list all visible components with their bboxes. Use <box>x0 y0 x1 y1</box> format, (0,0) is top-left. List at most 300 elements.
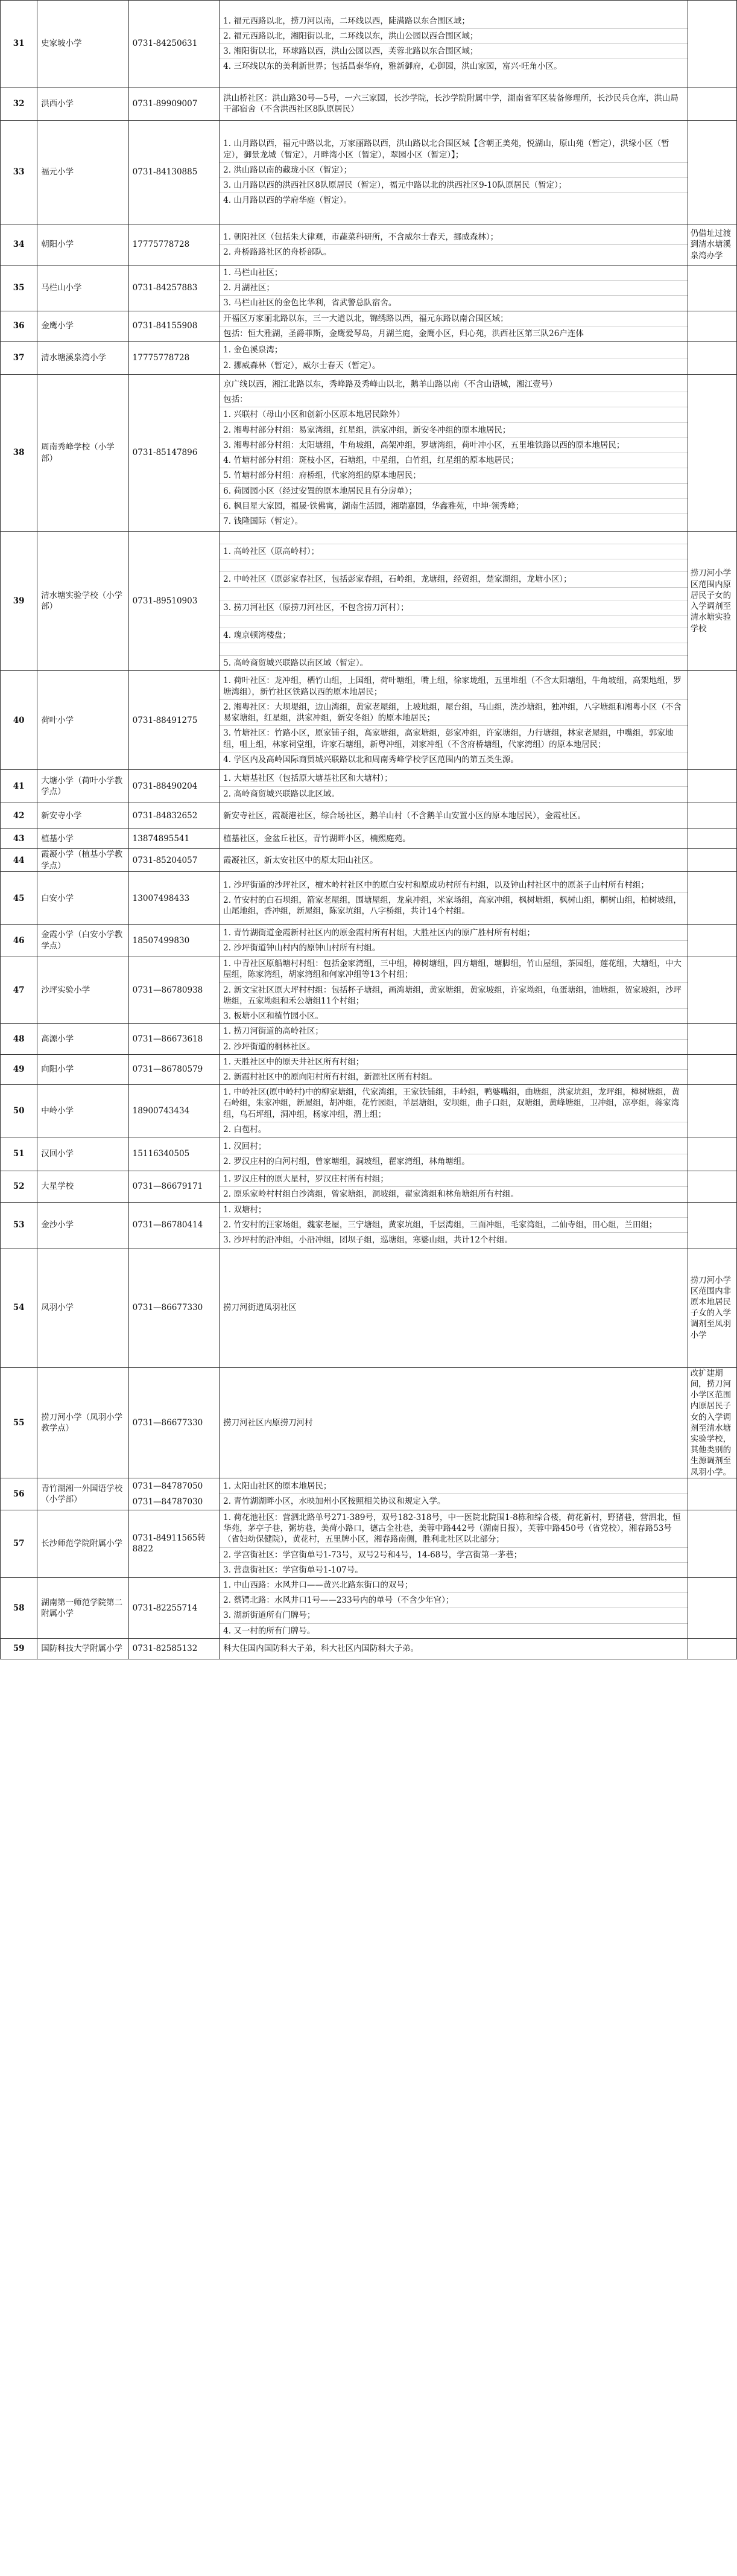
remark-cell <box>688 828 736 849</box>
phone-number: 0731—86780938 <box>132 985 203 995</box>
area-line: 3. 沙坪村的沿冲组，小沿冲组，团坝子组，巡塘组，寒婆山组，共计12个村组。 <box>223 1235 513 1245</box>
table-row <box>1 770 737 803</box>
school-name: 汉回小学 <box>37 1137 128 1171</box>
remark-cell: 仍借址过渡到清水塘溪泉湾办学 <box>688 224 736 266</box>
enrollment-area-lines <box>220 1203 688 1248</box>
area-line: 2. 竹安村的白石坝组，箭家老屋组，围塘屋组，龙泉冲组，米家场组，高家冲组，枫树塘组，枫树山组，桐树山组，柏树坡组，山尾地组，香冲组，新屋组，陈家坑组，八字桥组，共计14个村组。 <box>223 895 682 917</box>
enrollment-area-lines <box>220 311 688 341</box>
table-row <box>1 925 737 956</box>
enrollment-area-lines <box>220 1479 688 1509</box>
enrollment-area-lines <box>220 673 688 767</box>
row-number: 58 <box>1 1577 37 1638</box>
phone-cell <box>128 671 219 770</box>
enrollment-area-cell <box>220 1478 688 1510</box>
school-name: 霞凝小学（植基小学教学点） <box>37 849 128 872</box>
enrollment-area-cell <box>220 1085 688 1137</box>
row-number: 45 <box>1 872 37 925</box>
phone-cell <box>128 925 219 956</box>
table-row <box>1 1 737 87</box>
area-line: 3. 马栏山社区的金色比华利，省武警总队宿舍。 <box>223 298 397 308</box>
school-name: 金霞小学（白安小学教学点） <box>37 925 128 956</box>
area-line: 1. 马栏山社区； <box>220 266 688 281</box>
phone-cell <box>128 803 219 828</box>
enrollment-area-lines <box>220 343 688 372</box>
school-name: 清水塘实验学校（小学部） <box>37 532 128 671</box>
row-number: 38 <box>1 375 37 532</box>
phone-cell <box>128 849 219 872</box>
school-name: 植基小学 <box>37 828 128 849</box>
enrollment-area-lines <box>220 809 688 823</box>
table-row <box>1 671 737 770</box>
table-row <box>1 1137 737 1171</box>
phone-cell <box>128 1478 219 1510</box>
phone-number: 0731-85147896 <box>132 448 198 458</box>
enrollment-area-lines <box>220 1510 688 1577</box>
row-number: 51 <box>1 1137 37 1171</box>
enrollment-area-lines <box>220 230 688 259</box>
table-row <box>1 375 737 532</box>
area-line: 1. 朝阳社区（包括朱大律观，市蔬菜科研所，不含威尔士春天，挪威森林）； <box>220 230 688 245</box>
enrollment-area-cell <box>220 87 688 121</box>
phone-number: 17775778728 <box>132 352 190 363</box>
enrollment-area-lines <box>220 926 688 955</box>
area-line: 1. 山月路以西，福元中路以北，万家丽路以西，洪山路以北合围区域【含朝正美苑，悦湖山，原山苑（暂定），洪缘小区（暂定），御景龙城（暂定），月畔湾小区（暂定），翠园小区（暂定）】； <box>220 136 688 162</box>
area-line: 开福区万家丽北路以东，三一大道以北，锦绣路以西，福元东路以南合围区域； <box>220 311 688 326</box>
row-number: 36 <box>1 311 37 341</box>
enrollment-area-lines <box>220 136 688 208</box>
phone-number: 0731-84257883 <box>132 283 198 293</box>
school-name: 福元小学 <box>37 121 128 224</box>
area-line <box>220 559 688 572</box>
school-name: 向阳小学 <box>37 1054 128 1084</box>
enrollment-area-cell <box>220 1248 688 1367</box>
enrollment-area-lines <box>220 956 688 1023</box>
enrollment-area-cell <box>220 803 688 828</box>
area-line: 1. 高岭社区（原高岭村）； <box>220 544 688 559</box>
enrollment-area-lines <box>220 1300 688 1315</box>
school-name: 中岭小学 <box>37 1085 128 1137</box>
school-name: 荷叶小学 <box>37 671 128 770</box>
enrollment-area-lines <box>220 1085 688 1137</box>
enrollment-area-cell <box>220 1638 688 1659</box>
area-line: 包括： <box>220 392 688 407</box>
phone-cell <box>128 224 219 266</box>
phone-number: 0731-82255714 <box>132 1603 198 1613</box>
enrollment-area-lines <box>220 771 688 801</box>
phone-number: 0731-82585132 <box>132 1644 198 1654</box>
row-number: 48 <box>1 1024 37 1054</box>
remark-cell: 改扩建期间，捞刀河小学区范围内原居民子女的入学调剂至清水塘实验学校，其他类别的生源调剂至凤羽小学。 <box>688 1367 736 1478</box>
remark-cell <box>688 803 736 828</box>
row-number: 34 <box>1 224 37 266</box>
enrollment-area-lines <box>220 1578 688 1638</box>
enrollment-area-cell <box>220 121 688 224</box>
area-line: 3. 湘阳街以北，环球路以西，洪山公园以西，芙蓉北路以东合围区域； <box>220 44 688 59</box>
remark-cell: 捞刀河小学区范围内非原本地居民子女的入学调剂至凤羽小学 <box>688 1248 736 1367</box>
phone-cell <box>128 1638 219 1659</box>
phone-cell <box>128 1137 219 1171</box>
enrollment-area-cell <box>220 1203 688 1248</box>
area-line: 1. 捞刀河街道的高岭社区； <box>220 1024 688 1039</box>
area-line: 京广线以西，湘江北路以东，秀峰路及秀峰山以北，鹅羊山路以南（不含山语城，湘江壹号） <box>220 377 688 392</box>
enrollment-area-lines <box>220 853 688 868</box>
table-row <box>1 1054 737 1084</box>
enrollment-area-cell <box>220 671 688 770</box>
school-name: 高源小学 <box>37 1024 128 1054</box>
enrollment-area-cell <box>220 1054 688 1084</box>
table-row <box>1 803 737 828</box>
row-number: 46 <box>1 925 37 956</box>
school-name: 金鹰小学 <box>37 311 128 341</box>
area-line: 3. 湖新街道所有门牌号； <box>220 1608 688 1623</box>
table-row <box>1 1203 737 1248</box>
area-line: 1. 双塘村； <box>220 1203 688 1218</box>
row-number: 53 <box>1 1203 37 1248</box>
enrollment-area-cell <box>220 1024 688 1054</box>
table-row <box>1 956 737 1024</box>
phone-cell <box>128 342 219 375</box>
row-number: 44 <box>1 849 37 872</box>
table-row <box>1 1577 737 1638</box>
area-line: 4. 又一村的所有门牌号。 <box>223 1626 315 1636</box>
school-name: 周南秀峰学校（小学部） <box>37 375 128 532</box>
area-line: 1. 中山西路：水风井口——黄兴北路东街口的双号； <box>220 1578 688 1593</box>
table-row <box>1 828 737 849</box>
remark-cell <box>688 1137 736 1171</box>
table-row <box>1 1638 737 1659</box>
phone-cell <box>128 1510 219 1577</box>
phone-cell <box>128 311 219 341</box>
phone-number: 13007498433 <box>132 893 190 903</box>
area-line: 2. 挪威森林（暂定），威尔士春天（暂定）。 <box>223 360 381 370</box>
enrollment-area-cell <box>220 342 688 375</box>
enrollment-area-lines <box>220 1024 688 1054</box>
phone-number: 0731—86677330 <box>132 1303 203 1313</box>
remark-cell <box>688 1171 736 1203</box>
remark-cell <box>688 1577 736 1638</box>
remark-cell <box>688 87 736 121</box>
enrollment-area-cell <box>220 1137 688 1171</box>
remark-cell <box>688 1638 736 1659</box>
school-name: 沙坪实验小学 <box>37 956 128 1024</box>
area-line: 1. 兴联村（母山小区和创新小区原本地居民除外） <box>220 407 688 422</box>
area-line: 6. 枫目星大家园，福晟·铁佛寓，湖南生活园，湘瑞嘉园，华鑫雅苑，中坤·领秀峰； <box>220 499 688 514</box>
area-line: 2. 沙坪街道钟山村内的原钟山村所有村组。 <box>223 943 381 953</box>
phone-cell <box>128 121 219 224</box>
area-line: 2. 白苞村。 <box>223 1124 267 1134</box>
area-line: 2. 高岭商贸城兴联路以北区域。 <box>223 789 340 799</box>
phone-number: 0731-88490204 <box>132 781 198 792</box>
phone-number: 0731—86780414 <box>132 1220 203 1230</box>
enrollment-area-cell <box>220 1367 688 1478</box>
remark-cell <box>688 956 736 1024</box>
area-line: 3. 捞刀河社区（原捞刀河社区，不包含捞刀河村）； <box>220 600 688 615</box>
row-number: 54 <box>1 1248 37 1367</box>
remark-cell <box>688 1085 736 1137</box>
area-line: 3. 湘粤村部分村组：太阳塘组，牛角坡组，高架冲组，罗塘湾组，荷叶冲小区，五里堆铁路以西的原本地居民； <box>220 438 688 453</box>
enrollment-area-lines <box>220 878 688 919</box>
phone-number: 0731-84250631 <box>132 39 198 49</box>
school-name: 洪西小学 <box>37 87 128 121</box>
area-line: 1. 沙坪街道的沙坪社区，檀木岭村社区中的原白安村和原成功村所有村组，以及钟山村社区中的原茶子山村所有村组； <box>220 878 688 893</box>
row-number: 39 <box>1 532 37 671</box>
phone-cell <box>128 1 219 87</box>
enrollment-area-cell <box>220 872 688 925</box>
area-line: 1. 大塘基社区（包括原大塘基社区和大塘村）； <box>220 771 688 786</box>
remark-cell <box>688 1024 736 1054</box>
area-line <box>220 588 688 600</box>
phone-number: 0731-89510903 <box>132 596 198 606</box>
table-row <box>1 121 737 224</box>
phone-number: 0731-85204057 <box>132 855 198 865</box>
remark-cell <box>688 121 736 224</box>
row-number: 40 <box>1 671 37 770</box>
phone-number: 13874895541 <box>132 833 190 844</box>
enrollment-area-lines <box>220 377 688 529</box>
area-line <box>220 643 688 656</box>
area-line: 洪山桥社区：洪山路30号—5号，一六三家园，长沙学院，长沙学院附属中学，湖南省军区装备修理所，长沙民兵仓库，洪山局干部宿舍（不含洪西社区8队原居民） <box>223 93 678 114</box>
phone-number: 0731-84130885 <box>132 167 198 177</box>
area-line: 2. 沙坪街道的桐林社区。 <box>223 1042 315 1052</box>
phone-cell <box>128 532 219 671</box>
remark-cell <box>688 671 736 770</box>
remark-cell <box>688 375 736 532</box>
area-line: 3. 竹塘社区：竹路小区，原家铺子组，高家塘组，高家塘组，彭家冲组，许家塘组，力行塘组，林家老屋组，中嘴组，郭家地组，咀上组，林家祠堂组，许家石塘组，新粤冲组，刘家冲组（不含府桥塘组，代家湾组）的原本地居民； <box>220 726 688 752</box>
school-name: 新安寺小学 <box>37 803 128 828</box>
enrollment-area-cell <box>220 224 688 266</box>
phone-cell <box>128 87 219 121</box>
table-row <box>1 1024 737 1054</box>
school-name: 白安小学 <box>37 872 128 925</box>
enrollment-area-lines <box>220 1172 688 1201</box>
area-line: 4. 瑰京顿湾楼盘； <box>220 628 688 643</box>
enrollment-area-cell <box>220 311 688 341</box>
enrollment-area-cell <box>220 925 688 956</box>
area-line: 4. 学区内及高岭国际商贸城兴联路以北和周南秀峰学校学区范围内的第五类生源。 <box>223 754 519 765</box>
enrollment-area-lines <box>220 266 688 311</box>
area-line: 6. 荷园园小区（经过安置的原本地居民且有分房单）； <box>220 484 688 499</box>
phone-cell <box>128 266 219 311</box>
remark-cell <box>688 872 736 925</box>
area-line: 2. 洪山路以南的藏珑小区（暂定）； <box>220 163 688 178</box>
remark-cell <box>688 1478 736 1510</box>
area-line: 2. 原乐家岭村村组白沙湾组，曾家塘组，洞坡组，翟家湾组和林角塘组所有村组。 <box>223 1189 519 1200</box>
school-name: 清水塘溪泉湾小学 <box>37 342 128 375</box>
phone-cell <box>128 1577 219 1638</box>
table-row <box>1 1171 737 1203</box>
row-number: 56 <box>1 1478 37 1510</box>
area-line: 1. 福元西路以北，捞刀河以南，二环线以西，陡满路以东合围区域； <box>220 14 688 29</box>
area-line: 新安寺社区，霞凝港社区，综合场社区，鹅羊山村（不含鹅羊山安置小区的原本地居民），金霞社区。 <box>223 810 586 821</box>
area-line: 4. 竹塘村部分村组：斑枝小区，石塘组，中星组，白竹组，红星组的原本地居民； <box>220 453 688 468</box>
remark-cell <box>688 1510 736 1577</box>
remark-cell: 捞刀河小学区范围内原居民子女的入学调剂至清水塘实验学校 <box>688 532 736 671</box>
remark-cell <box>688 311 736 341</box>
enrollment-area-cell <box>220 266 688 311</box>
area-line: 5. 高岭商贸城兴联路以南区域（暂定）。 <box>223 658 368 668</box>
remark-cell <box>688 1054 736 1084</box>
phone-cell <box>128 828 219 849</box>
phone-number: 18900743434 <box>132 1105 190 1116</box>
phone-number: 0731—86673618 <box>132 1034 203 1044</box>
school-name: 国防科技大学附属小学 <box>37 1638 128 1659</box>
area-line: 4. 三环线以东的美利新世界；包括昌泰华府，雅新御府，心御园，洪山家园，富兴·旺角小区。 <box>223 62 562 72</box>
school-name: 凤羽小学 <box>37 1248 128 1367</box>
area-line: 2. 湘粤社区：大坝堤组，边山湾组，黄家老屋组，上坡地组，屋台组，马山组，洗沙塘组，独冲组，八字塘组和湘粤小区（不含易家塘组，红星组，洪家冲组，新安冬组）的原本地居民； <box>220 700 688 726</box>
area-line: 2. 学宫街社区：学宫街单号1-73号，双号2号和4号，14-68号，学宫街第一茅巷； <box>220 1548 688 1563</box>
remark-cell <box>688 342 736 375</box>
phone-cell <box>128 1367 219 1478</box>
enrollment-area-cell <box>220 1577 688 1638</box>
enrollment-area-lines <box>220 832 688 846</box>
phone-cell <box>128 1054 219 1084</box>
row-number: 47 <box>1 956 37 1024</box>
enrollment-area-lines <box>220 91 688 116</box>
area-line: 捞刀河街道凤羽社区 <box>223 1303 297 1313</box>
row-number: 52 <box>1 1171 37 1203</box>
area-line: 2. 湘粤村部分村组：易家湾组，红星组，洪家冲组，新安冬冲组的原本地居民； <box>220 423 688 438</box>
enrollment-area-cell <box>220 532 688 671</box>
school-name: 马栏山小学 <box>37 266 128 311</box>
phone-number: 0731-89909007 <box>132 98 198 109</box>
table-row <box>1 1478 737 1510</box>
area-line: 植基社区，金盆丘社区，青竹湖畔小区，楠熙庭苑。 <box>223 833 411 844</box>
area-line: 3. 营盘街社区：学宫街单号1-107号。 <box>223 1565 363 1575</box>
phone-cell <box>128 1171 219 1203</box>
enrollment-area-lines <box>220 1416 688 1430</box>
area-line: 2. 青竹湖湖畔小区，水映加州小区按照相关协议和规定入学。 <box>223 1496 446 1507</box>
row-number: 33 <box>1 121 37 224</box>
area-line: 包括：恒大雅湖，圣爵菲斯，金鹰爱琴岛，月湖兰庭，金鹰小区，归心苑，洪西社区第三队26户连体 <box>223 328 584 339</box>
table-row <box>1 532 737 671</box>
table-row <box>1 342 737 375</box>
area-line: 1. 荷花池社区：营泗北路单号271-389号，双号182-318号，中一医院北院围1-8栋和综合楼，荷花新村，野猪巷，营泗北，恒华苑，茅亭子巷，粥坊巷，美荷小路口，德古全社巷，美蓉中路442号（湖南日报），芙蓉中路450号（省党校），湘春路53号（省妇幼保健院），黄花村，五里牌小区，湘春路南侧，胜利北社区以北部分； <box>220 1510 688 1548</box>
area-line: 2. 月湖社区； <box>220 281 688 296</box>
enrollment-area-cell <box>220 1510 688 1577</box>
phone-number: 0731—84787050 <box>132 1481 203 1491</box>
area-line: 1. 汉回村； <box>220 1139 688 1154</box>
row-number: 41 <box>1 770 37 803</box>
enrollment-area-lines <box>220 532 688 670</box>
enrollment-area-lines <box>220 1641 688 1656</box>
enrollment-area-lines <box>220 1055 688 1084</box>
row-number: 59 <box>1 1638 37 1659</box>
phone-cell <box>128 872 219 925</box>
area-line: 7. 钱隆国际（暂定）。 <box>223 516 303 526</box>
phone-number: 0731-84832652 <box>132 810 198 821</box>
phone-number: 0731-84155908 <box>132 321 198 331</box>
phone-number: 0731-84911565转8822 <box>132 1533 206 1554</box>
phone-number: 15116340505 <box>132 1149 190 1159</box>
row-number: 42 <box>1 803 37 828</box>
row-number: 50 <box>1 1085 37 1137</box>
row-number: 55 <box>1 1367 37 1478</box>
school-name: 青竹湖湘一外国语学校（小学部） <box>37 1478 128 1510</box>
area-line: 4. 山月路以西的学府华庭（暂定）。 <box>223 196 352 206</box>
enrollment-area-cell <box>220 849 688 872</box>
table-row <box>1 849 737 872</box>
enrollment-area-lines <box>220 1139 688 1169</box>
table-row <box>1 1367 737 1478</box>
row-number: 49 <box>1 1054 37 1084</box>
area-line: 捞刀河社区内原捞刀河村 <box>223 1417 313 1428</box>
school-name: 金沙小学 <box>37 1203 128 1248</box>
phone-number: 0731—86679171 <box>132 1181 203 1192</box>
row-number: 43 <box>1 828 37 849</box>
phone-cell <box>128 375 219 532</box>
area-line: 2. 竹安村的汪家场组，魏家老屋，三宁塘组，黄家坑组，千层湾组，三面冲组，毛家湾组，二仙寺组，田心组，兰田组； <box>220 1218 688 1233</box>
row-number: 31 <box>1 1 37 87</box>
enrollment-area-cell <box>220 1 688 87</box>
table-row <box>1 87 737 121</box>
area-line: 3. 山月路以西的洪西社区8队原居民（暂定），福元中路以北的洪西社区9-10队原居民（暂定）； <box>220 178 688 193</box>
remark-cell <box>688 925 736 956</box>
area-line <box>220 615 688 628</box>
area-line: 2. 蔡锷北路：水风井口1号——233号内的单号（不含少年宫）； <box>220 1593 688 1608</box>
area-line: 1. 荷叶社区：龙冲组，栖竹山组，上国组，荷叶塘组，嘴上组，徐家垅组，五里堆组（不含太阳塘组，牛角坡组，高架地组，罗塘湾组），新竹社区铁路以西的原本地居民； <box>220 673 688 699</box>
phone-number: 0731—86677330 <box>132 1417 203 1428</box>
phone-cell <box>128 956 219 1024</box>
enrollment-area-lines <box>220 14 688 74</box>
phone-number: 0731—86780579 <box>132 1064 203 1075</box>
phone-number: 0731-88491275 <box>132 715 198 725</box>
area-line: 1. 罗汉庄村的原大星村，罗汉庄村所有村组； <box>220 1172 688 1187</box>
table-row <box>1 266 737 311</box>
area-line: 1. 中岭社区(原中岭村)中的柳家塘组，代家湾组，王家铁铺组，丰岭组，鸭婆嘴组，曲塘组，洪家坑组，龙坪组，樟树塘组，黄石岭组，朱家冲组，新屋组，胡冲组，花竹园组，羊层塘组，安坝组，曲子口组，双塘组，黄峰塘组，卫冲组，凉亭组，蒋家湾组，乌石坪组，洞冲组，杨家冲组，渭上组； <box>220 1085 688 1122</box>
school-name: 长沙师范学院附属小学 <box>37 1510 128 1577</box>
area-line: 2. 舟桥路路社区的舟桥部队。 <box>223 247 332 257</box>
enrollment-area-cell <box>220 770 688 803</box>
school-name: 史家坡小学 <box>37 1 128 87</box>
school-name: 大塘小学（荷叶小学教学点） <box>37 770 128 803</box>
table-row <box>1 872 737 925</box>
area-line: 1. 天胜社区中的原天井社区所有村组； <box>220 1055 688 1070</box>
area-line: 科大住国内国防科大子弟，科大社区内国防科大子弟。 <box>223 1644 419 1654</box>
phone-cell <box>128 1203 219 1248</box>
area-line: 2. 中岭社区（原彭家春社区，包括彭家春组，石岭组，龙塘组，经贸组，楚家湖组，龙塘小区）； <box>220 572 688 587</box>
enrollment-area-cell <box>220 1171 688 1203</box>
table-row <box>1 311 737 341</box>
phone-cell <box>128 1085 219 1137</box>
enrollment-area-cell <box>220 375 688 532</box>
enrollment-area-cell <box>220 956 688 1024</box>
remark-cell <box>688 849 736 872</box>
area-line: 2. 新霞村社区中的原向阳村所有村组，新源社区所有村组。 <box>223 1072 437 1082</box>
row-number: 57 <box>1 1510 37 1577</box>
area-line: 1. 青竹湖街道金霞新村社区内的原金霞村所有村组，大胜社区内的原广胜村所有村组； <box>220 926 688 941</box>
area-line: 2. 罗汉庄村的白河村组，曾家塘组，洞坡组，翟家湾组，林角塘组。 <box>223 1157 470 1167</box>
row-number: 32 <box>1 87 37 121</box>
remark-cell <box>688 1 736 87</box>
phone-number: 17775778728 <box>132 240 190 250</box>
area-line: 1. 太阳山社区的原本地居民； <box>220 1479 688 1494</box>
school-name: 捞刀河小学（凤羽小学教学点） <box>37 1367 128 1478</box>
area-line <box>220 532 688 544</box>
remark-cell <box>688 266 736 311</box>
area-line: 1. 中青社区原船塘村村组：包括金家湾组，三中组，樟树塘组，四方塘组，塘脚组，竹山屋组，茶园组，莲花组，大塘组，中大屋组，陈家湾组，胡家湾组和何家冲组等13个村组； <box>220 956 688 982</box>
area-line: 3. 板塘小区和植竹园小区。 <box>223 1011 323 1022</box>
phone-cell <box>128 1248 219 1367</box>
phone-number: 0731—84787030 <box>132 1496 203 1507</box>
school-name: 朝阳小学 <box>37 224 128 266</box>
phone-number: 18507499830 <box>132 935 190 946</box>
phone-cell <box>128 770 219 803</box>
school-name: 大星学校 <box>37 1171 128 1203</box>
table-row <box>1 1248 737 1367</box>
table-row <box>1 224 737 266</box>
phone-cell <box>128 1024 219 1054</box>
area-line: 霞凝社区，新太安社区中的原太阳山社区。 <box>223 855 378 865</box>
